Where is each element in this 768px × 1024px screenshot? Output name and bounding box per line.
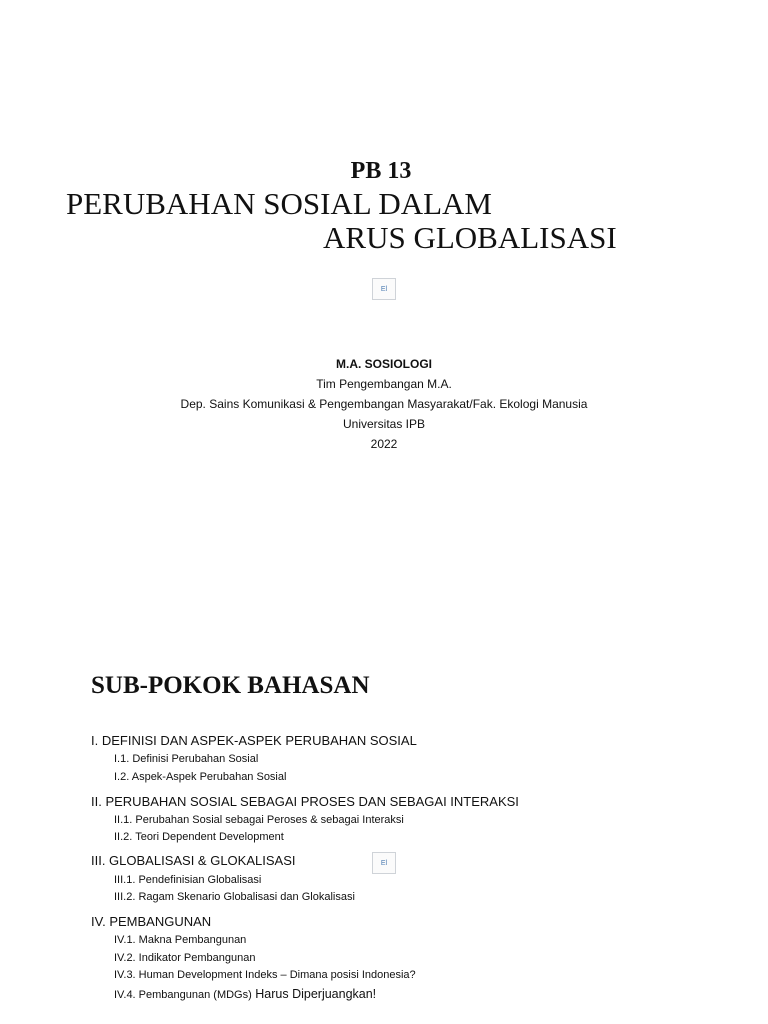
section-heading: III. GLOBALISASI & GLOKALISASI	[91, 853, 296, 868]
list-item: III.1. Pendefinisian Globalisasi	[114, 874, 262, 886]
list-item	[114, 987, 376, 1001]
section-heading: I. DEFINISI DAN ASPEK-ASPEK PERUBAHAN SOSIAL	[91, 733, 417, 748]
university-name: Universitas IPB	[342, 417, 426, 431]
broken-image-icon: El	[372, 852, 396, 874]
department-name: Dep. Sains Komunikasi & Pengembangan Masyarakat/Fak. Ekologi Manusia	[180, 397, 588, 411]
list-item-emphasis: Harus Diperjuangkan!	[251, 987, 377, 1001]
program-name: M.A. SOSIOLOGI	[335, 357, 432, 371]
title-line-1: PERUBAHAN SOSIAL DALAM	[66, 186, 492, 221]
year: 2022	[370, 437, 398, 451]
lecture-code: PB 13	[350, 158, 412, 184]
list-item: IV.3. Human Development Indeks – Dimana posisi Indonesia?	[114, 969, 416, 981]
section-heading: IV. PEMBANGUNAN	[91, 914, 212, 929]
list-item: III.2. Ragam Skenario Globalisasi dan Glokalisasi	[114, 891, 355, 903]
slide-title: SUB-POKOK BAHASAN	[91, 672, 370, 699]
list-item: II.2. Teori Dependent Development	[114, 831, 284, 843]
list-item: IV.2. Indikator Pembangunan	[114, 952, 256, 964]
list-item: IV.1. Makna Pembangunan	[114, 934, 247, 946]
team-name: Tim Pengembangan M.A.	[316, 377, 452, 391]
list-item: I.1. Definisi Perubahan Sosial	[114, 753, 259, 765]
list-item: I.2. Aspek-Aspek Perubahan Sosial	[114, 771, 287, 783]
list-item: II.1. Perubahan Sosial sebagai Peroses & sebagai Interaksi	[114, 814, 404, 826]
list-item-text: IV.4. Pembangunan (MDGs)	[114, 989, 252, 1001]
broken-image-icon: El	[372, 278, 396, 300]
title-line-2: ARUS GLOBALISASI	[323, 220, 617, 255]
section-heading: II. PERUBAHAN SOSIAL SEBAGAI PROSES DAN SEBAGAI INTERAKSI	[91, 794, 519, 809]
